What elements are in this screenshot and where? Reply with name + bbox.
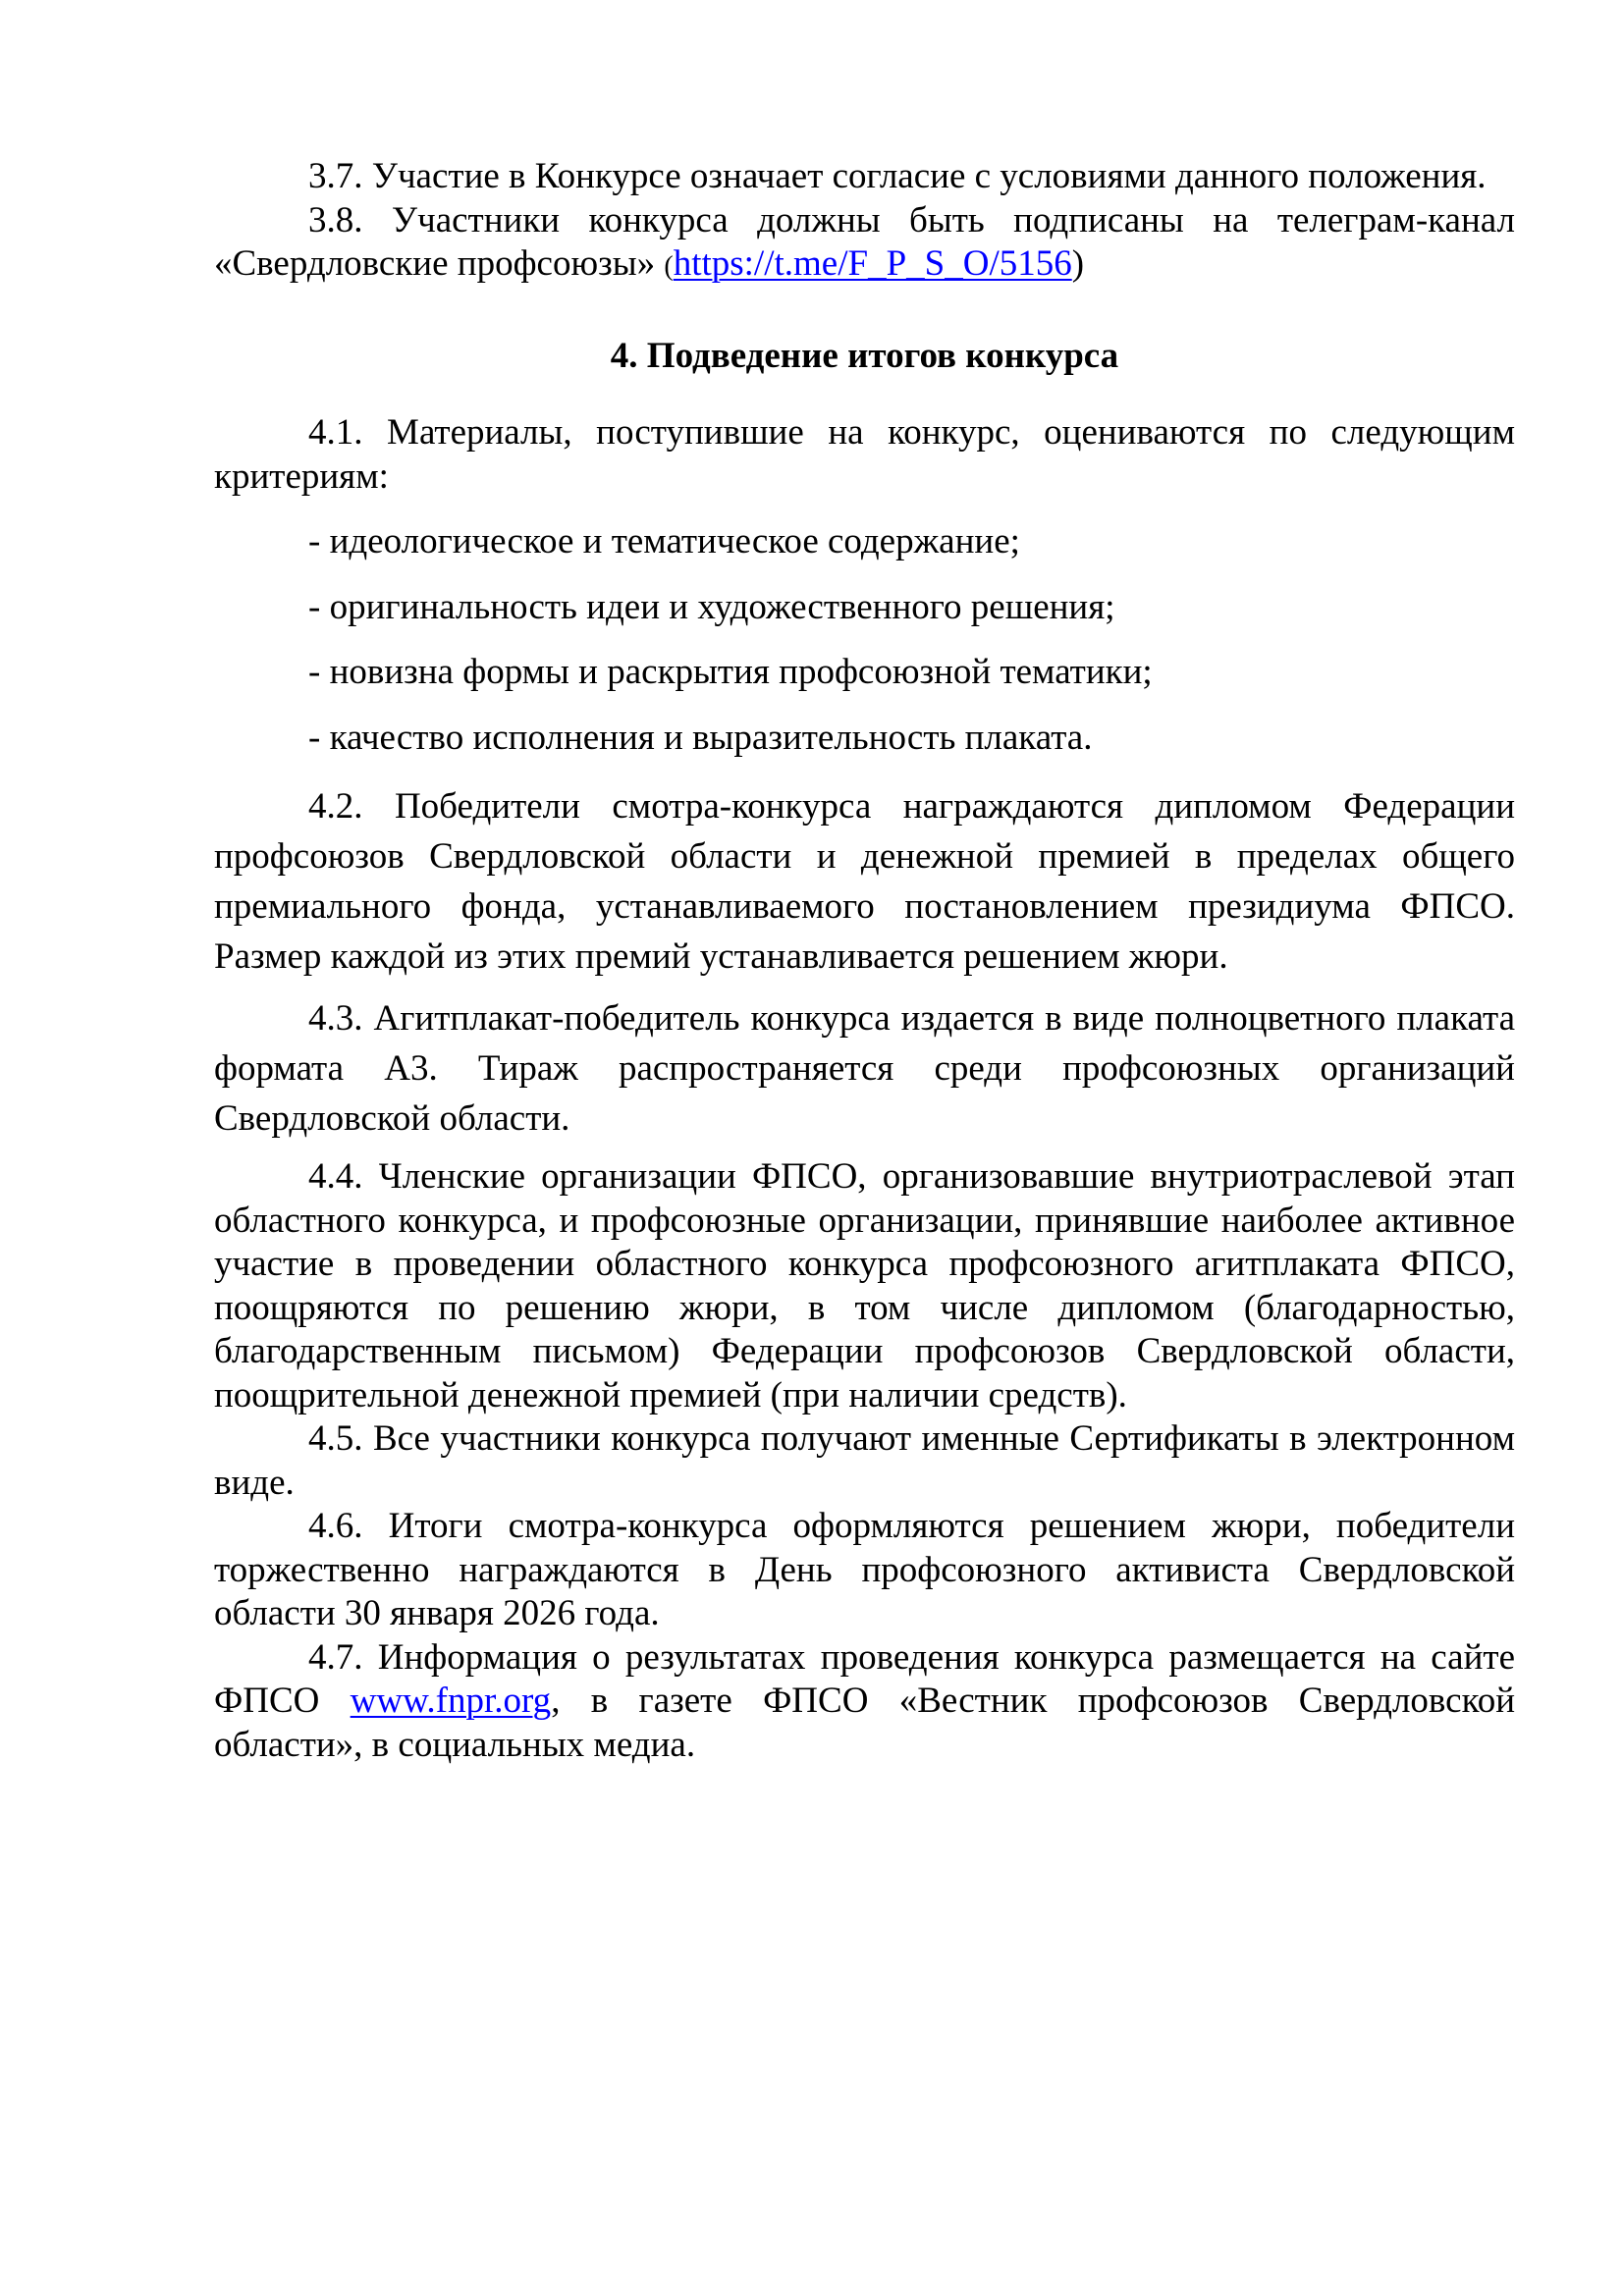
criteria-item: - новизна формы и раскрытия профсоюзной тематики; xyxy=(308,652,1153,692)
paragraph-4-1: 4.1. Материалы, поступившие на конкурс, оцениваются по следующим критериям: xyxy=(214,412,1515,497)
criteria-item: - качество исполнения и выразительность плаката. xyxy=(308,717,1093,758)
paragraph-4-6: 4.6. Итоги смотра-конкурса оформляются решением жюри, победители торжественно награждаются в День профсоюзного активиста Свердловской области 30 января 2026 года. xyxy=(214,1506,1515,1633)
paragraph-4-4: 4.4. Членские организации ФПСО, организовавшие внутриотраслевой этап областного конкурса, и профсоюзные организации, принявшие наиболее активное участие в проведении областного конкурса профсоюзного агитплаката ФПСО, поощряются по решению жюри, в том числе дипломом (благодарностью, благодарственным письмом) Федерации профсоюзов Свердловской области, поощрительной денежной премией (при наличии средств). xyxy=(214,1156,1515,1415)
paragraph-4-2: 4.2. Победители смотра-конкурса награждаются дипломом Федерации профсоюзов Свердловской области и денежной премией в пределах общего премиального фонда, устанавливаемого постановлением президиума ФПСО. Размер каждой из этих премий устанавливается решением жюри. xyxy=(214,786,1515,977)
telegram-channel-link[interactable]: https://t.me/F_P_S_O/5156 xyxy=(673,243,1072,284)
paragraph-3-7: 3.7. Участие в Конкурсе означает согласие с условиями данного положения. xyxy=(308,156,1487,196)
paragraph-3-8-text: 3.8. Участники конкурса должны быть подписаны на телеграм-канал «Свердловские профсоюзы» xyxy=(214,199,1515,284)
paragraph-4-7-text: 4.7. Информация о результатах проведения конкурса размещается на сайте ФПСО xyxy=(214,1636,1515,1721)
section-heading-4: 4. Подведение итогов конкурса xyxy=(610,335,1119,376)
criteria-item: - идеологическое и тематическое содержание; xyxy=(308,521,1020,561)
paragraph-4-5: 4.5. Все участники конкурса получают именные Сертификаты в электронном виде. xyxy=(214,1418,1515,1503)
criteria-list xyxy=(214,520,1515,760)
fnpr-website-link[interactable]: www.fnpr.org xyxy=(350,1681,552,1721)
paren-open: ( xyxy=(664,251,674,282)
paragraph-3-8 xyxy=(214,199,1515,290)
document-page xyxy=(214,155,1515,1767)
paragraph-4-3: 4.3. Агитплакат-победитель конкурса издается в виде полноцветного плаката формата А3. Тираж распространяется среди профсоюзных организаций Свердловской области. xyxy=(214,998,1515,1139)
paragraph-4-7 xyxy=(214,1636,1515,1768)
paragraph-4-7-text-after: , в газете ФПСО «Вестник профсоюзов Свердловской области», в социальных медиа. xyxy=(214,1681,1515,1765)
criteria-item: - оригинальность идеи и художественного решения; xyxy=(308,586,1115,627)
paren-close: ) xyxy=(1071,243,1085,284)
